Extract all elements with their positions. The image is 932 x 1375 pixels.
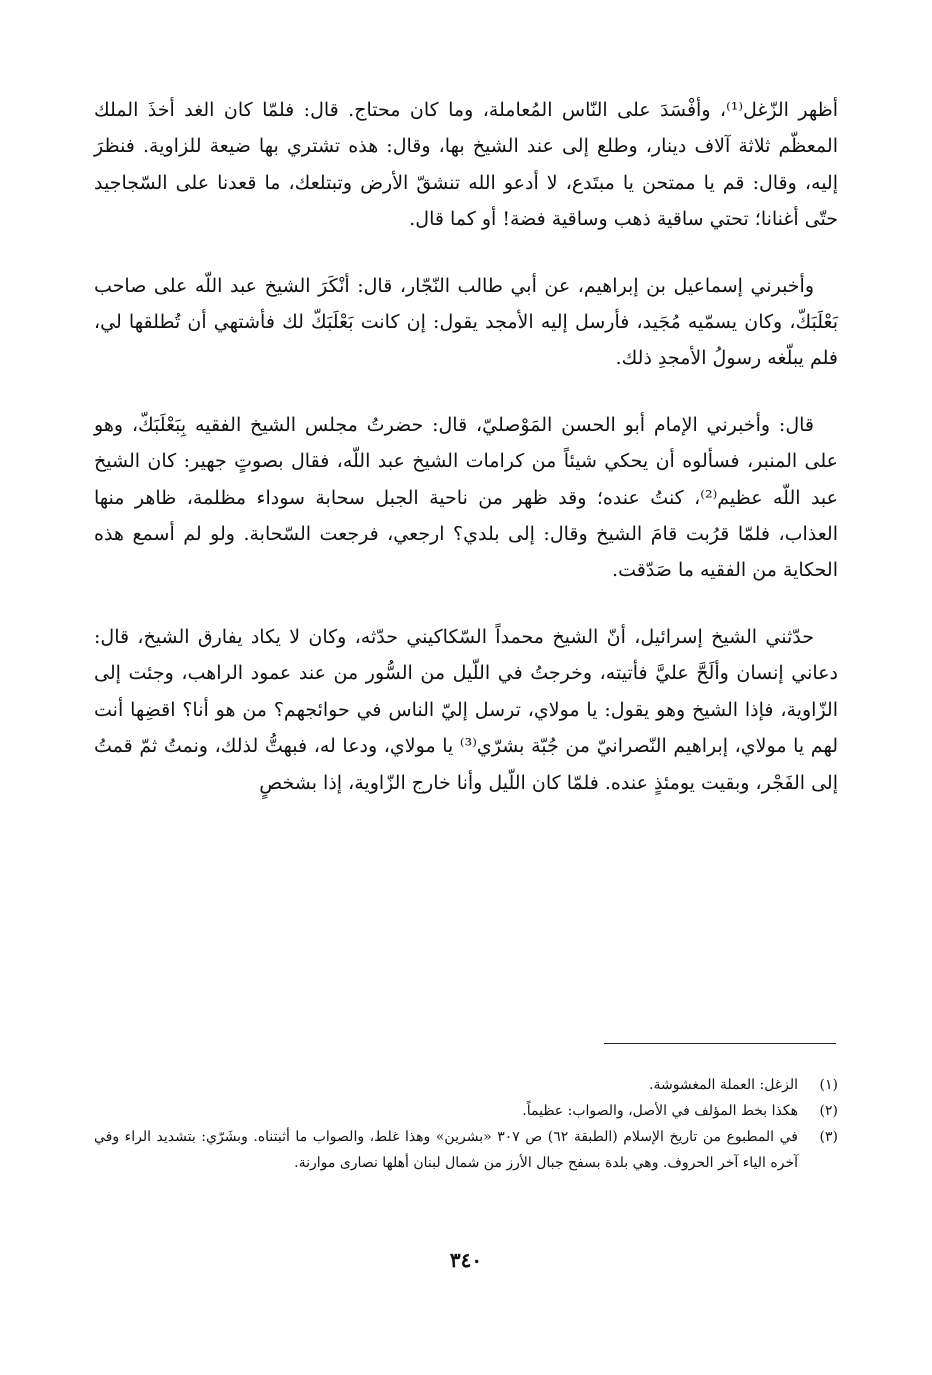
footnote-text: الزغل: العملة المغشوشة. [649, 1077, 798, 1093]
main-text [94, 92, 838, 801]
footnotes [94, 1072, 838, 1176]
footnote-1 [94, 1072, 838, 1098]
paragraph-gap [94, 377, 838, 407]
paragraph-4: حدّثني الشيخ إسرائيل، أنّ الشيخ محمداً السّكاكيني حدّثه، وكان لا يكاد يفارق الشيخ، قال: دعاني إنسان وألَحَّ عليَّ فأتيته، وخرجتُ في اللّيل من السُّور من عند عمود الراهب، وجئت إلى الزّاوية، فإذا الشيخ وهو يقول: يا مولاي، ترسل إليّ الناس في حوائجهم؟ من هو أنا؟ اقضِها أنت لهم يا مولاي، إبراهيم النّصرانيّ من جُبّة بشرّي⁽³⁾ يا مولاي، ودعا له، فبهتُّ لذلك، ونمتُ ثمّ قمتُ إلى الفَجْر، وبقيت يومئذٍ عنده. فلمّا كان اللّيل وأنا خارج الزّاوية، إذا بشخصٍ [94, 625, 838, 794]
footnote-2 [94, 1098, 838, 1124]
paragraph-gap [94, 238, 838, 268]
footnote-3 [94, 1124, 838, 1176]
footnote-text: في المطبوع من تاريخ الإسلام (الطبقة ٦٢) ص ٣٠٧ «بشرين» وهذا غلط، والصواب ما أثبتناه. وبشَرّي: بتشديد الراء وفي آخره الياء آخر الحروف. وهي بلدة بسفح جبال الأرز من شمال لبنان أهلها نصارى موارنة. [94, 1129, 798, 1171]
footnote-number: (٢) [819, 1103, 838, 1119]
paragraph-1: أظهر الزّغل⁽¹⁾، وأفْسَدَ على النّاس المُعاملة، وما كان محتاج. قال: فلمّا كان الغد أخذَ الملك المعظّم ثلاثة آلاف دينار، وطلع إلى عند الشيخ بها، وقال: هذه تشتري بها ضيعة للزاوية. فنظرَ إليه، وقال: قم يا ممتحن يا مبتَدع، لا أدعو الله تنشقّ الأرض وتبتلعك، ما قعدنا على السّجاجيد حتّى أغنانا؛ تحتي ساقية ذهب وساقية فضة! أو كما قال. [94, 99, 838, 231]
footnote-number: (١) [819, 1077, 838, 1093]
footnote-divider [604, 1043, 836, 1044]
paragraph-gap [94, 589, 838, 619]
paragraph-3: قال: وأخبرني الإمام أبو الحسن المَوْصليّ، قال: حضرتُ مجلس الشيخ الفقيه بِبَعْلَبَكّ، وهو على المنبر، فسألوه أن يحكي شيئاً من كرامات الشيخ عبد اللّه، فقال بصوتٍ جهير: كان الشيخ عبد اللّه عظيم⁽²⁾، كنتُ عنده؛ وقد ظهر من ناحية الجبل سحابة سوداء مظلمة، ظاهر منها العذاب، فلمّا قرُبت قامَ الشيخ وقال: إلى بلدي؟ ارجعي، فرجعت السّحابة. ولو لم أسمع هذه الحكاية من الفقيه ما صَدّقت. [94, 413, 838, 582]
paragraph-2: وأخبرني إسماعيل بن إبراهيم، عن أبي طالب النّجّار، قال: أنْكَرَ الشيخ عبد اللّه على صاحب بَعْلَبَكّ، وكان يسمّيه مُجَيد، فأرسل إليه الأمجد يقول: إن كانت بَعْلَبَكّ لك فأشتهي أن تُطلقها لي، فلم يبلّغه رسولُ الأمجدِ ذلك. [94, 274, 838, 370]
footnote-number: (٣) [819, 1129, 838, 1145]
footnote-text: هكذا بخط المؤلف في الأصل، والصواب: عظيماً. [522, 1103, 798, 1119]
page-number: ٣٤٠ [449, 1248, 483, 1272]
